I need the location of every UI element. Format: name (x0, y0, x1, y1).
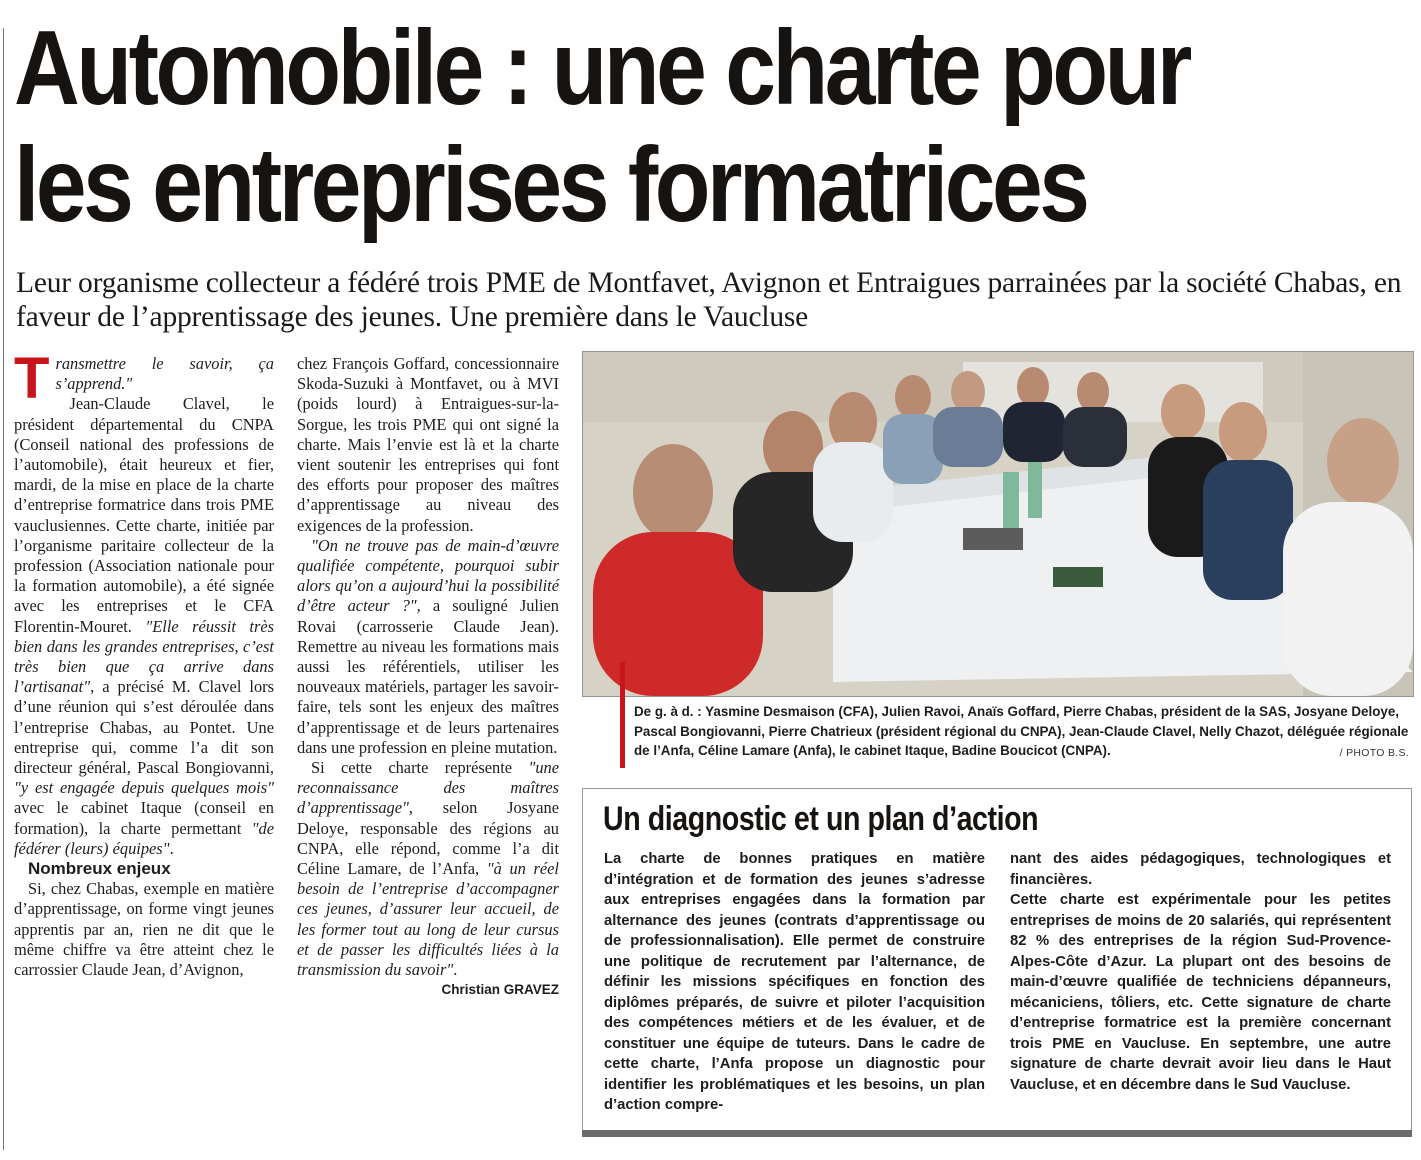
lead-quote: ransmettre le savoir, ça s’apprend." (55, 354, 274, 394)
left-column-rule (3, 28, 4, 1150)
paragraph: Jean-Claude Clavel, le président départemental du CNPA (Conseil national des professions de l’automobile), était heureux et fier, mardi, de la mise en place de la charte d’entreprise formatrice dans trois PME vauclusiennes. Cette charte, initiée par l’organisme paritaire collecteur de la profession (Association nationale pour la formation automobile), a été signée avec les entreprises et le CFA Florentin-Mouret. "Elle réussit très bien dans les grandes entreprises, c’est très bien que ça arrive dans l’artisanat", a précisé M. Clavel lors d’une réunion qui s’est déroulée dans l’entreprise Chabas, au Pontet. Une entreprise qui, comme l’a dit son directeur général, Pascal Bongiovanni, "y est engagée depuis quelques mois" avec le cabinet Itaque (conseil en formation), la charte permettant "de fédérer (leurs) équipes". (14, 394, 274, 858)
quote: "Elle réussit très bien dans les grandes entreprises, c’est très bien que ça arrive dans l’artisanat" (14, 616, 274, 697)
deck-subheadline: Leur organisme collecteur a fédéré trois PME de Montfavet, Avignon et Entraigues parrainées par la société Chabas, en faveur de l’apprentissage des jeunes. Une première dans le Vaucluse (16, 267, 1402, 333)
article-column-1 (14, 346, 274, 980)
headline-line-1: Automobile : une charte pour (14, 9, 1189, 127)
article-column-2 (297, 354, 559, 1001)
paragraph: Si cette charte représente "une reconnaissance des maîtres d’apprentissage", selon Josyane Deloye, responsable des régions au CNPA, elle répond, comme l’a dit Céline Lamare, de l’Anfa, "à un réel besoin de l’entreprise d’accompagner ces jeunes, d’assurer leur accueil, de les former tout au long de leur cursus et de passer les difficultés liées à la transmission du savoir". Christian GRAVEZ (297, 758, 559, 980)
headline-line-2: les entreprises formatrices (14, 126, 1087, 244)
sidebar-paragraph: nant des aides pédagogiques, technologiques et financières. (1010, 851, 1391, 888)
paragraph: Si, chez Chabas, exemple en matière d’apprentissage, on forme vingt jeunes apprentis par an, rien ne dit que le même chiffre va être atteint chez le carrossier Claude Jean, d’Avignon, (14, 879, 274, 980)
sidebar-column-1 (604, 849, 985, 1116)
paragraph: chez François Goffard, concessionnaire Skoda-Suzuki à Montfavet, ou à MVI (poids lourd) à Entraigues-sur-la-Sorgue, les trois PME qui ont signé la charte. Mais l’envie est là et la charte vient soutenir les entreprises qui font des efforts pour proposer des maîtres d’apprentissage au niveau des exigences de la profession. (297, 354, 559, 535)
sidebar-box-shadow (582, 1130, 1412, 1137)
quote: "de fédérer (leurs) équipes" (14, 818, 274, 858)
group-photo (582, 351, 1414, 697)
lead-paragraph (14, 346, 274, 411)
caption-marker (620, 662, 625, 768)
drop-cap: T (14, 346, 50, 411)
paragraph: "On ne trouve pas de main-d’œuvre qualifiée compétente, pourquoi subir alors qu’on a aujourd’hui la possibilité d’être acteur ?", a souligné Julien Rovai (carrosserie Claude Jean). Remettre au niveau les formations mais aussi les référentiels, utiliser les nouveaux matériels, partager les savoir-faire, tels sont les enjeux des maîtres d’apprentissage et de leurs partenaires dans une profession en pleine mutation. (297, 535, 559, 757)
sidebar-paragraph: Cette charte est expérimentale pour les petites entreprises de moins de 20 salariés, qui représentent 82 % des entreprises de la région Sud-Provence-Alpes-Côte d’Azur. La plupart ont des besoins de main-d’œuvre qualifiée de techniciens dépanneurs, mécaniciens, tôliers, etc. Cette signature de charte d’entreprise formatrice est la première concernant trois PME en Vaucluse. En septembre, une autre signature de charte devrait avoir lieu dans le Haut Vaucluse, et en décembre dans le Sud Vaucluse. (1010, 892, 1391, 1093)
author-byline: Christian GRAVEZ (441, 982, 559, 998)
photo-credit: / PHOTO B.S. (1339, 747, 1409, 759)
quote: "On ne trouve pas de main-d’œuvre qualifiée compétente, pourquoi subir alors qu’on a aujourd’hui la possibilité d’être acteur ?" (297, 535, 559, 616)
section-subheading: Nombreux enjeux (28, 859, 171, 879)
quote: "à un réel besoin de l’entreprise d’accompagner ces jeunes, d’assurer leur accueil, de les former tout au long de leur cursus et de passer les difficultés liées à la transmission du savoir" (297, 859, 559, 980)
headline (14, 10, 1218, 244)
sidebar-title: Un diagnostic et un plan d’action (603, 800, 1039, 838)
quote: "y est engagée depuis quelques mois" (14, 778, 274, 798)
photo-illustration (583, 352, 1413, 696)
sidebar-column-2 (1010, 849, 1391, 1095)
quote: "une reconnaissance des maîtres d’apprentissage" (297, 758, 559, 818)
sidebar-paragraph: La charte de bonnes pratiques en matière d’intégration et de formation des jeunes s’adresse aux entreprises engagées dans la formation par alternance des jeunes (contrats d’apprentissage ou de professionnalisation). Elle permet de construire une politique de recrutement par l’alternance, de définir les missions spécifiques en fonction des diplômes préparés, de suivre et piloter l’acquisition des compétences métiers et de les évaluer, et de constituer une équipe de tuteurs. Dans le cadre de cette charte, l’Anfa propose un diagnostic pour identifier les problématiques et les besoins, un plan d’action compre- (604, 851, 985, 1113)
photo-caption: De g. à d. : Yasmine Desmaison (CFA), Julien Ravoi, Anaïs Goffard, Pierre Chabas, président de la SAS, Josyane Deloye, Pascal Bongiovanni, Pierre Chatrieux (président régional du CNPA), Jean-Claude Clavel, Nelly Chazot, déléguée régionale de l’Anfa, Céline Lamare (Anfa), le cabinet Itaque, Badine Boucicot (CNPA). (634, 704, 1409, 759)
